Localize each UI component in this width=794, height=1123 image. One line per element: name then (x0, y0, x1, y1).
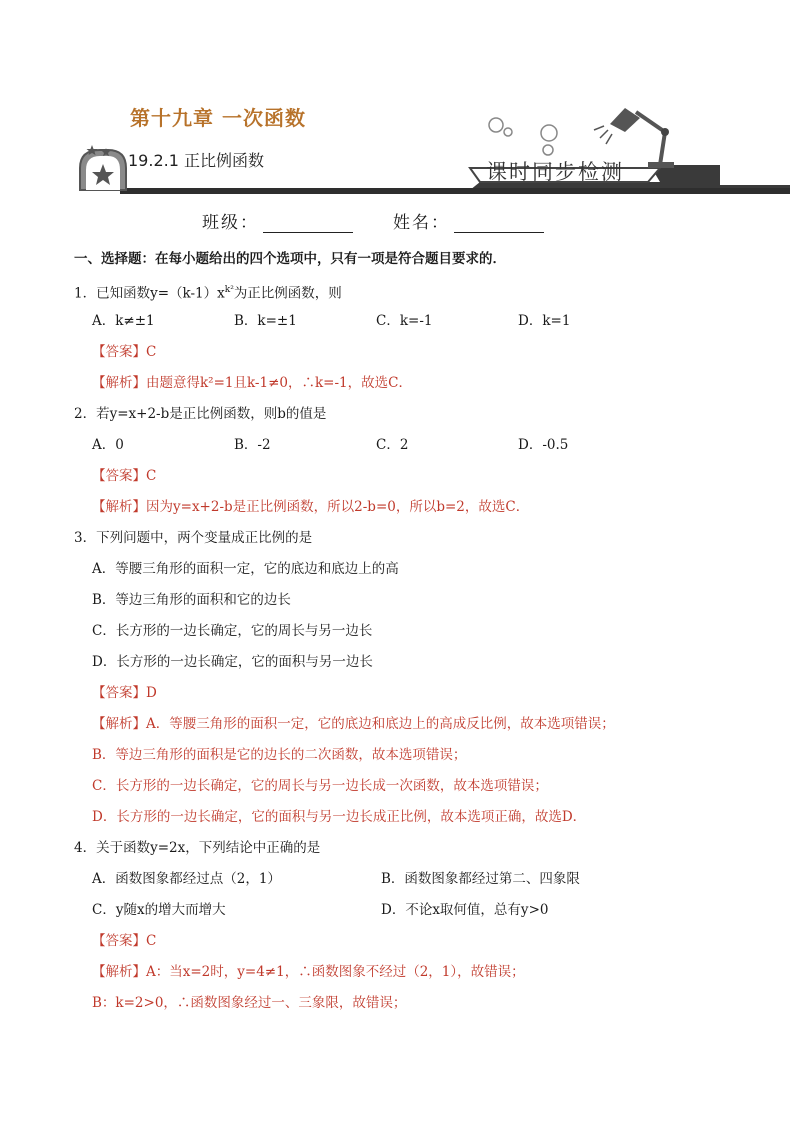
question-4-options-row-1 (74, 864, 754, 895)
question-2-answer: 【答案】C (92, 468, 157, 484)
section-heading: 一、选择题：在每小题给出的四个选项中，只有一项是符合题目要求的． (74, 251, 506, 267)
option: C．y随x的增大而增大 (92, 902, 226, 918)
option: D．k=1 (518, 313, 571, 329)
question-1-stem: 1．已知函数$y=(k-1)x^{k^2}$为正比例函数，则 (74, 285, 342, 302)
option: D．不论x取何值，总有y>0 (381, 902, 549, 918)
question-2-stem: 2．若y=x+2-b是正比例函数，则b的值是 (74, 406, 327, 422)
option: B．-2 (234, 437, 271, 453)
class-field[interactable] (202, 208, 353, 233)
question-3-analysis: 【解析】A．等腰三角形的面积一定，它的底边和底边上的高成反比例，故本选项错误； (92, 716, 615, 732)
question-2-analysis: 【解析】因为y=x+2-b是正比例函数，所以2-b=0，所以b=2，故选C． (92, 499, 530, 515)
analysis-line: D．长方形的一边长确定，它的面积与另一边长成正比例，故本选项正确，故选D． (92, 809, 587, 825)
question-content (74, 244, 754, 1019)
name-blank[interactable] (454, 214, 544, 233)
option: D．-0.5 (518, 437, 569, 453)
option: A．0 (92, 437, 124, 453)
option: A．等腰三角形的面积一定，它的底边和底边上的高 (92, 561, 399, 577)
analysis-line: C．长方形的一边长确定，它的周长与另一边长成一次函数，故本选项错误； (92, 778, 548, 794)
option: A．k≠±1 (92, 313, 155, 329)
name-label: 姓名： (393, 213, 450, 233)
option: B．函数图象都经过第二、四象限 (381, 871, 580, 887)
option: C．k=-1 (376, 313, 433, 329)
question-4-answer: 【答案】C (92, 933, 157, 949)
name-field[interactable] (393, 208, 544, 233)
option: B．k=±1 (234, 313, 297, 329)
question-4-stem: 4．关于函数y=2x，下列结论中正确的是 (74, 840, 321, 856)
header-decoration (0, 0, 794, 210)
chapter-title: 第十九章 一次函数 (130, 106, 306, 130)
page-header (0, 0, 794, 210)
option: A．函数图象都经过点（2，1） (92, 871, 281, 887)
student-fields (0, 208, 794, 238)
option: C．2 (376, 437, 409, 453)
analysis-line: B．等边三角形的面积是它的边长的二次函数，故本选项错误； (92, 747, 467, 763)
class-blank[interactable] (263, 214, 353, 233)
question-3-answer: 【答案】D (92, 685, 157, 701)
option: D．长方形的一边长确定，它的面积与另一边长 (92, 654, 373, 670)
lesson-label: 课时同步检测 (486, 160, 624, 184)
option: B．等边三角形的面积和它的边长 (92, 592, 291, 608)
question-2-options (74, 430, 754, 461)
question-3-stem: 3．下列问题中，两个变量成正比例的是 (74, 530, 313, 546)
option: C．长方形的一边长确定，它的周长与另一边长 (92, 623, 373, 639)
class-label: 班级： (202, 213, 259, 233)
question-4-analysis: 【解析】A：当x=2时，y=4≠1，∴函数图象不经过（2，1），故错误； (92, 964, 525, 980)
question-4-options-row-2 (74, 895, 754, 926)
question-1-options (74, 306, 754, 337)
analysis-line: B：k=2>0，∴函数图象经过一、三象限，故错误； (92, 995, 407, 1011)
question-1-analysis: 【解析】由题意得k²=1且k-1≠0，∴k=-1，故选C． (92, 375, 412, 391)
question-1-answer: 【答案】C (92, 344, 157, 360)
section-title: 19.2.1 正比例函数 (128, 151, 264, 170)
